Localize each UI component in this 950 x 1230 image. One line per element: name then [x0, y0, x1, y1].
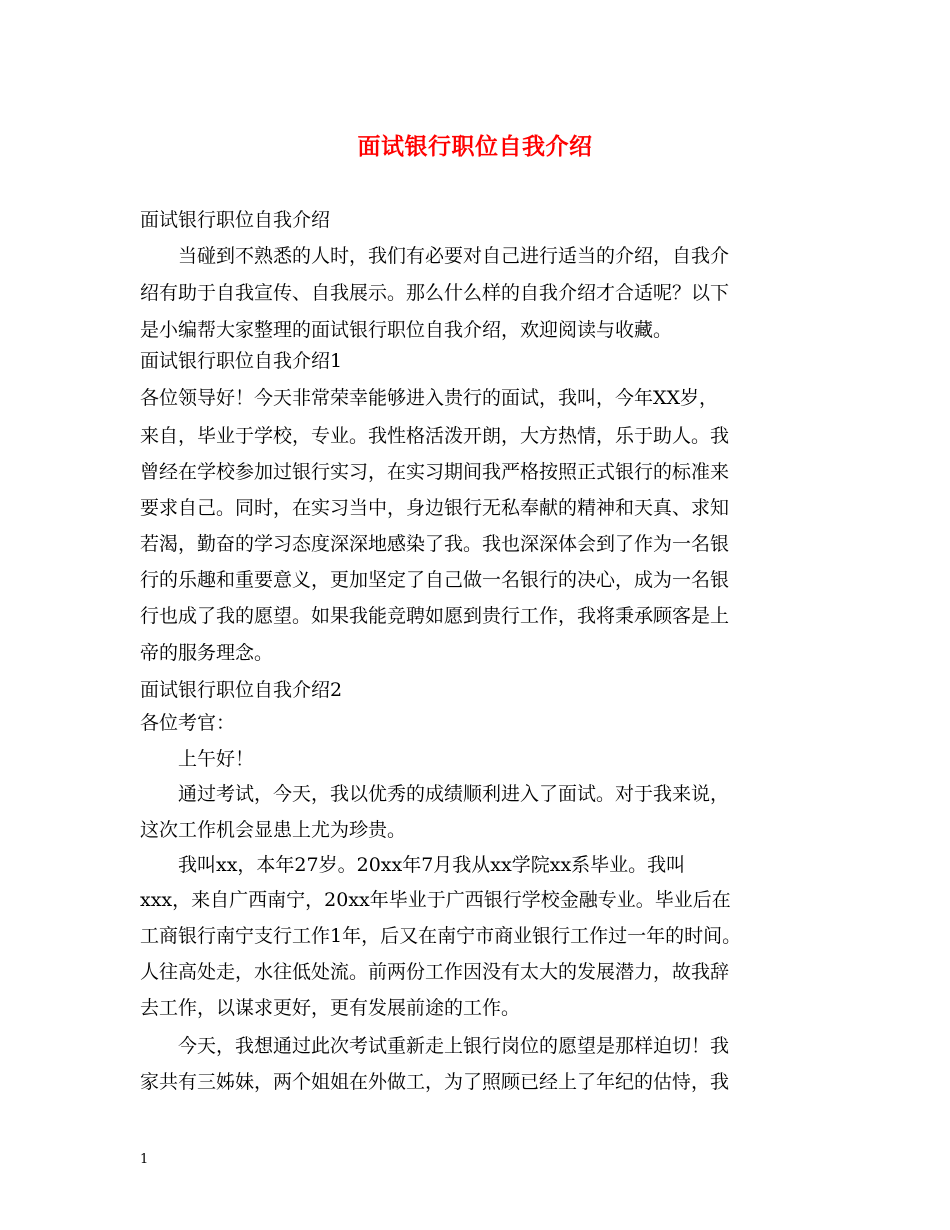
body-line: 我叫xx，本年27岁。20xx年7月我从xx学院xx系毕业。我叫	[140, 854, 686, 876]
body-line: 今天，我想通过此次考试重新走上银行岗位的愿望是那样迫切！我	[140, 1035, 730, 1057]
body-line: 行的乐趣和重要意义，更加坚定了自己做一名银行的决心，成为一名银	[140, 569, 730, 591]
body-line: 面试银行职位自我介绍2	[140, 679, 343, 701]
document-title: 面试银行职位自我介绍	[357, 133, 593, 160]
body-line: 通过考试，今天，我以优秀的成绩顺利进入了面试。对于我来说，	[140, 783, 730, 805]
body-line: 当碰到不熟悉的人时，我们有必要对自己进行适当的介绍，自我介	[140, 245, 730, 267]
body-line: 这次工作机会显患上尤为珍贵。	[140, 819, 407, 841]
body-line: xxx，来自广西南宁，20xx年毕业于广西银行学校金融专业。毕业后在	[140, 889, 731, 911]
body-line: 要求自己。同时，在实习当中，身边银行无私奉献的精神和天真、求知	[140, 497, 730, 519]
body-line: 各位领导好！今天非常荣幸能够进入贵行的面试，我叫，今年XX岁，	[140, 387, 719, 409]
page-number: 1	[140, 1152, 149, 1167]
body-line: 行也成了我的愿望。如果我能竞聘如愿到贵行工作，我将秉承顾客是上	[140, 605, 730, 627]
body-line: 来自，毕业于学校，专业。我性格活泼开朗，大方热情，乐于助人。我	[140, 425, 730, 447]
body-line: 各位考官：	[140, 712, 236, 734]
body-line: 上午好！	[140, 748, 255, 770]
body-line: 去工作，以谋求更好，更有发展前途的工作。	[140, 997, 521, 1019]
body-line: 若渴，勤奋的学习态度深深地感染了我。我也深深体会到了作为一名银	[140, 533, 730, 555]
body-line: 是小编帮大家整理的面试银行职位自我介绍，欢迎阅读与收藏。	[140, 319, 673, 341]
body-line: 曾经在学校参加过银行实习，在实习期间我严格按照正式银行的标准来	[140, 461, 730, 483]
body-line: 家共有三姊妹，两个姐姐在外做工，为了照顾已经上了年纪的估恃，我	[140, 1071, 730, 1093]
body-line: 工商银行南宁支行工作1年，后又在南宁市商业银行工作过一年的时间。	[140, 925, 742, 947]
body-line: 绍有助于自我宣传、自我展示。那么什么样的自我介绍才合适呢？以下	[140, 282, 730, 304]
body-line: 人往高处走，水往低处流。前两份工作因没有太大的发展潜力，故我辞	[140, 961, 730, 983]
body-line: 面试银行职位自我介绍1	[140, 350, 343, 372]
body-line: 帝的服务理念。	[140, 642, 274, 664]
body-line: 面试银行职位自我介绍	[140, 209, 331, 231]
